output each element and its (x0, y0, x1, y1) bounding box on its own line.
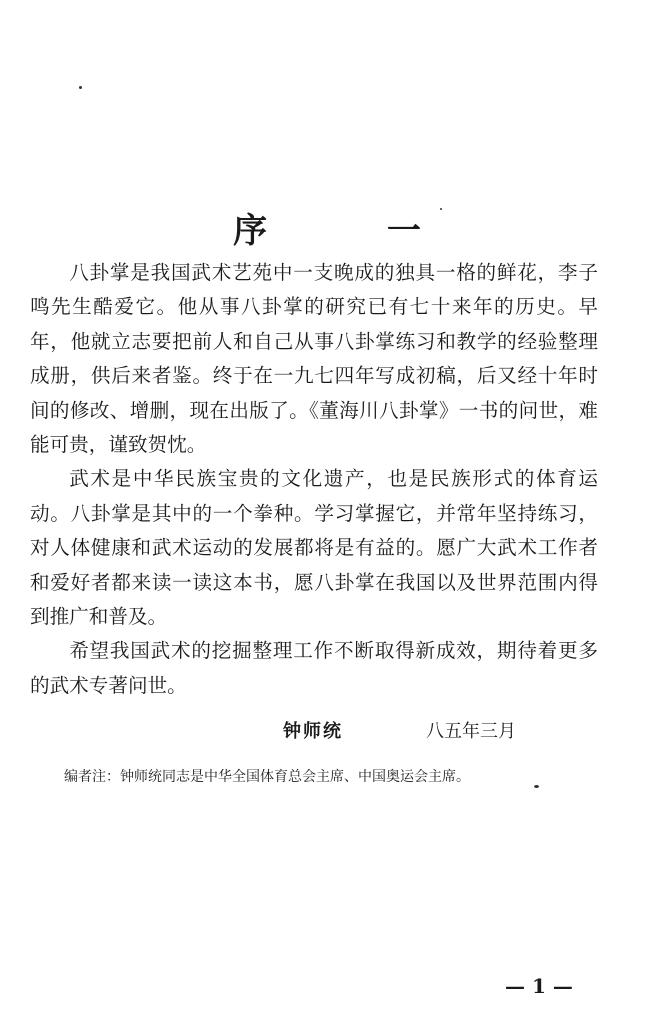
paragraph-3: 希望我国武术的挖掘整理工作不断取得新成效，期待着更多的武术专著问世。 (30, 639, 598, 697)
paragraph-1: 八卦掌是我国武术艺苑中一支晚成的独具一格的鲜花，李子鸣先生酷爱它。他从事八卦掌的研究已有七十来年的历史。早年，他就立志要把前人和自己从事八卦掌练习和教学的经验整理成册，供后来者鉴。终于在一九七四年写成初稿，后又经十年时间的修改、增删，现在出版了。《董海川八卦掌》一书的问世，难能可贵，谨致贺忱。 (30, 261, 598, 457)
paragraph-2: 武术是中华民族宝贵的文化遗产，也是民族形式的体育运动。八卦掌是其中的一个拳种。学习掌握它，并常年坚持练习，对人体健康和武术运动的发展都将是有益的。愿广大武术工作者和爱好者都来读一读这本书，愿八卦掌在我国以及世界范围内得到推广和普及。 (30, 467, 598, 629)
signature-date: 八五年三月 (426, 721, 516, 742)
preface-body (30, 256, 598, 703)
preface-title: 序 一 (233, 210, 475, 251)
page-number: — 1 — (505, 974, 573, 998)
signature-name: 钟师统 (283, 721, 343, 742)
editor-note: 编者注：钟师统同志是中华全国体育总会主席、中国奥运会主席。 (64, 769, 470, 785)
print-speck (79, 86, 82, 89)
